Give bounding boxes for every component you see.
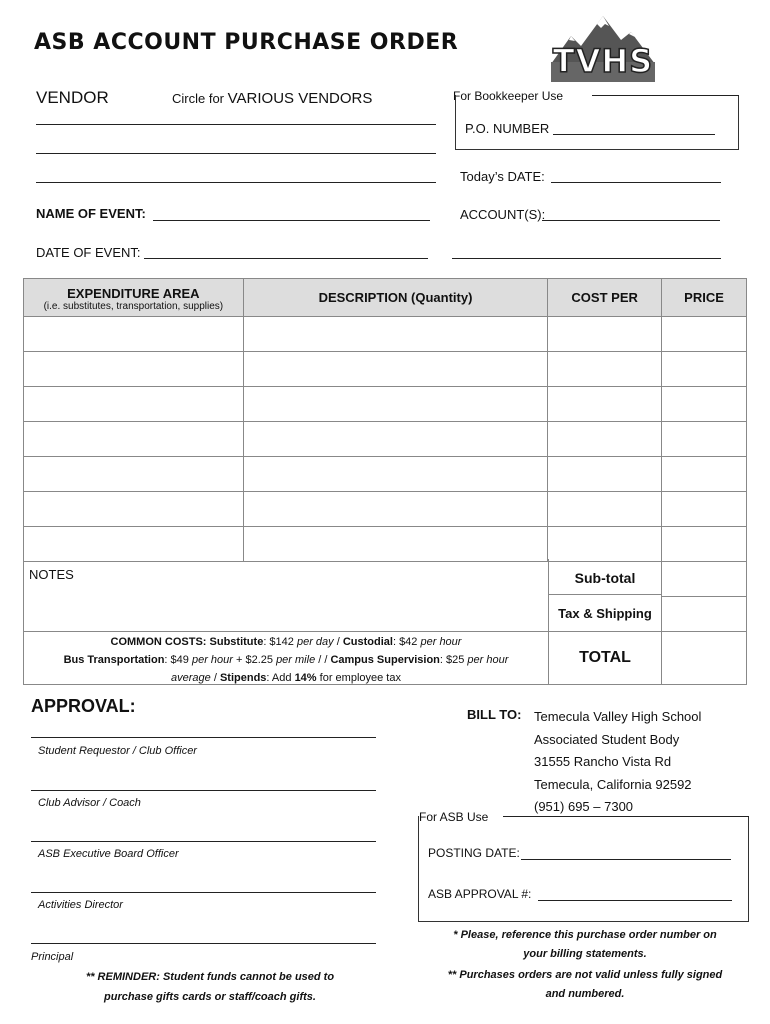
cost-per-cell[interactable] xyxy=(548,387,662,422)
campus-label: Campus Supervision xyxy=(330,654,440,666)
bill-to-line: (951) 695 – 7300 xyxy=(534,799,634,814)
subtotal-label: Sub-total xyxy=(574,570,636,586)
asb-use-box xyxy=(418,816,749,922)
price-header: PRICE xyxy=(662,279,747,317)
stipend-text: : Add xyxy=(266,672,295,684)
description-cell[interactable] xyxy=(243,317,548,352)
cost-per-cell[interactable] xyxy=(548,527,662,562)
expenditure-cell[interactable] xyxy=(24,387,244,422)
stipend-label: Stipends xyxy=(219,672,267,684)
footnote-1-line-2: your billing statements. xyxy=(523,948,647,960)
signature-line-advisor[interactable] xyxy=(31,790,376,791)
description-cell[interactable] xyxy=(243,492,548,527)
bus-unit-hour: per hour xyxy=(191,654,233,666)
signature-line-student[interactable] xyxy=(31,737,376,738)
name-of-event-label: NAME OF EVENT: xyxy=(36,206,146,221)
cost-per-header: COST PER xyxy=(548,279,662,317)
separator: / xyxy=(210,672,220,684)
bus-unit-mile: per mile xyxy=(276,654,316,666)
price-cell[interactable] xyxy=(662,422,747,457)
vendor-label: VENDOR xyxy=(36,88,109,107)
expenditure-cell[interactable] xyxy=(24,492,244,527)
signer-advisor-label: Club Advisor / Coach xyxy=(38,797,141,809)
separator: / / xyxy=(315,654,331,666)
substitute-label: Substitute xyxy=(209,636,264,648)
cost-per-cell[interactable] xyxy=(548,317,662,352)
bill-to-line: 31555 Rancho Vista Rd xyxy=(534,754,672,769)
subtotal-value[interactable] xyxy=(662,562,747,597)
bill-to-line: Temecula, California 92592 xyxy=(534,776,692,792)
reminder-note xyxy=(40,967,380,1007)
footnote-valid xyxy=(420,966,750,1004)
expenditure-area-subtitle: (i.e. substitutes, transportation, supplies) xyxy=(43,300,224,312)
expenditure-table xyxy=(23,278,747,685)
cost-per-cell[interactable] xyxy=(548,492,662,527)
description-cell[interactable] xyxy=(243,422,548,457)
bill-to-line: Associated Student Body xyxy=(534,731,680,747)
total-label: TOTAL xyxy=(579,649,631,666)
expenditure-cell[interactable] xyxy=(24,317,244,352)
common-costs-text xyxy=(24,633,548,687)
signature-line-board[interactable] xyxy=(31,841,376,842)
signer-principal-label: Principal xyxy=(31,951,74,963)
notes-label: NOTES xyxy=(29,567,74,582)
separator: / xyxy=(333,636,343,648)
signer-student-label: Student Requestor / Club Officer xyxy=(38,745,197,757)
custodial-value: : $42 xyxy=(392,636,421,648)
bookkeeper-label: For Bookkeeper Use xyxy=(453,89,564,103)
tax-value[interactable] xyxy=(662,597,747,632)
campus-value: : $25 xyxy=(439,654,468,666)
price-cell[interactable] xyxy=(662,492,747,527)
asb-use-label: For ASB Use xyxy=(419,810,489,824)
substitute-unit: per day xyxy=(296,636,334,648)
cost-per-cell[interactable] xyxy=(548,352,662,387)
approval-title: APPROVAL: xyxy=(31,696,136,716)
campus-unit: per hour xyxy=(467,654,509,666)
asb-approval-field[interactable] xyxy=(538,900,732,901)
today-date-field[interactable] xyxy=(551,182,721,183)
substitute-value: : $142 xyxy=(263,636,297,648)
vendor-circle-hint xyxy=(172,90,372,107)
bill-to-line: Temecula Valley High School xyxy=(534,709,702,724)
expenditure-cell[interactable] xyxy=(24,352,244,387)
expenditure-cell[interactable] xyxy=(24,527,244,562)
description-cell[interactable] xyxy=(243,387,548,422)
bookkeeper-box-top xyxy=(592,95,739,96)
cost-per-cell[interactable] xyxy=(548,457,662,492)
table-row xyxy=(24,422,747,457)
description-cell[interactable] xyxy=(243,527,548,562)
notes-divider-top xyxy=(548,594,662,595)
footnote-reference xyxy=(420,926,750,964)
vendor-line-1[interactable] xyxy=(36,124,436,125)
expenditure-area-title: EXPENDITURE AREA xyxy=(67,285,200,301)
signature-line-principal[interactable] xyxy=(31,943,376,944)
posting-date-field[interactable] xyxy=(521,859,731,860)
footnote-2-line-2: and numbered. xyxy=(545,988,625,1000)
table-row xyxy=(24,492,747,527)
price-cell[interactable] xyxy=(662,352,747,387)
bus-plus: + $2.25 xyxy=(232,654,277,666)
signer-activities-label: Activities Director xyxy=(38,899,123,911)
signature-line-activities[interactable] xyxy=(31,892,376,893)
custodial-unit: per hour xyxy=(420,636,462,648)
date-of-event-label: DATE OF EVENT: xyxy=(36,245,141,260)
accounts-extra-field[interactable] xyxy=(452,258,721,259)
table-row xyxy=(24,352,747,387)
posting-date-label: POSTING DATE: xyxy=(428,846,520,860)
price-cell[interactable] xyxy=(662,527,747,562)
po-number-label: P.O. NUMBER xyxy=(465,121,550,136)
average-text: average xyxy=(171,672,211,684)
common-costs-title: COMMON COSTS: xyxy=(110,636,207,648)
table-row xyxy=(24,457,747,492)
various-vendors-text[interactable]: VARIOUS VENDORS xyxy=(227,90,373,107)
description-cell[interactable] xyxy=(243,457,548,492)
school-logo xyxy=(547,12,659,84)
circle-for-text: Circle for xyxy=(172,91,225,106)
expenditure-cell[interactable] xyxy=(24,457,244,492)
expenditure-area-header xyxy=(24,279,244,317)
vendor-line-3[interactable] xyxy=(36,182,436,183)
bus-label: Bus Transportation xyxy=(63,654,165,666)
logo-text: TVHS xyxy=(552,42,654,80)
today-date-label: Today’s DATE: xyxy=(460,169,545,184)
tax-shipping-label: Tax & Shipping xyxy=(558,606,652,621)
description-cell[interactable] xyxy=(243,352,548,387)
price-cell[interactable] xyxy=(662,457,747,492)
table-row xyxy=(24,317,747,352)
bill-to-address xyxy=(534,706,701,819)
stipend-text-end: for employee tax xyxy=(316,672,401,684)
reminder-line-2: purchase gifts cards or staff/coach gifts. xyxy=(104,991,316,1003)
reminder-line-1: ** REMINDER: Student funds cannot be used to xyxy=(85,971,335,983)
asb-approval-label: ASB APPROVAL #: xyxy=(428,887,532,901)
po-number-field[interactable] xyxy=(553,134,715,135)
table-row xyxy=(24,527,747,562)
page-title: ASB ACCOUNT PURCHASE ORDER xyxy=(34,30,459,55)
date-of-event-field[interactable] xyxy=(144,258,428,259)
table-row xyxy=(24,387,747,422)
custodial-label: Custodial xyxy=(342,636,393,648)
footnote-2-line-1: ** Purchases orders are not valid unless fully signed xyxy=(447,969,723,981)
expenditure-cell[interactable] xyxy=(24,422,244,457)
name-of-event-field[interactable] xyxy=(153,220,430,221)
accounts-label: ACCOUNT(S): xyxy=(460,207,546,222)
price-cell[interactable] xyxy=(662,317,747,352)
vendor-line-2[interactable] xyxy=(36,153,436,154)
asb-use-box-top xyxy=(503,816,749,817)
bill-to-label: BILL TO: xyxy=(467,707,522,722)
total-value[interactable] xyxy=(662,632,747,685)
accounts-field[interactable] xyxy=(542,220,720,221)
bus-value: : $49 xyxy=(164,654,192,666)
table-header-row xyxy=(24,279,747,317)
footnote-1-line-1: * Please, reference this purchase order number on xyxy=(453,929,717,941)
cost-per-cell[interactable] xyxy=(548,422,662,457)
stipend-percent: 14% xyxy=(294,672,317,684)
signer-board-label: ASB Executive Board Officer xyxy=(38,848,179,860)
price-cell[interactable] xyxy=(662,387,747,422)
description-header: DESCRIPTION (Quantity) xyxy=(243,279,548,317)
